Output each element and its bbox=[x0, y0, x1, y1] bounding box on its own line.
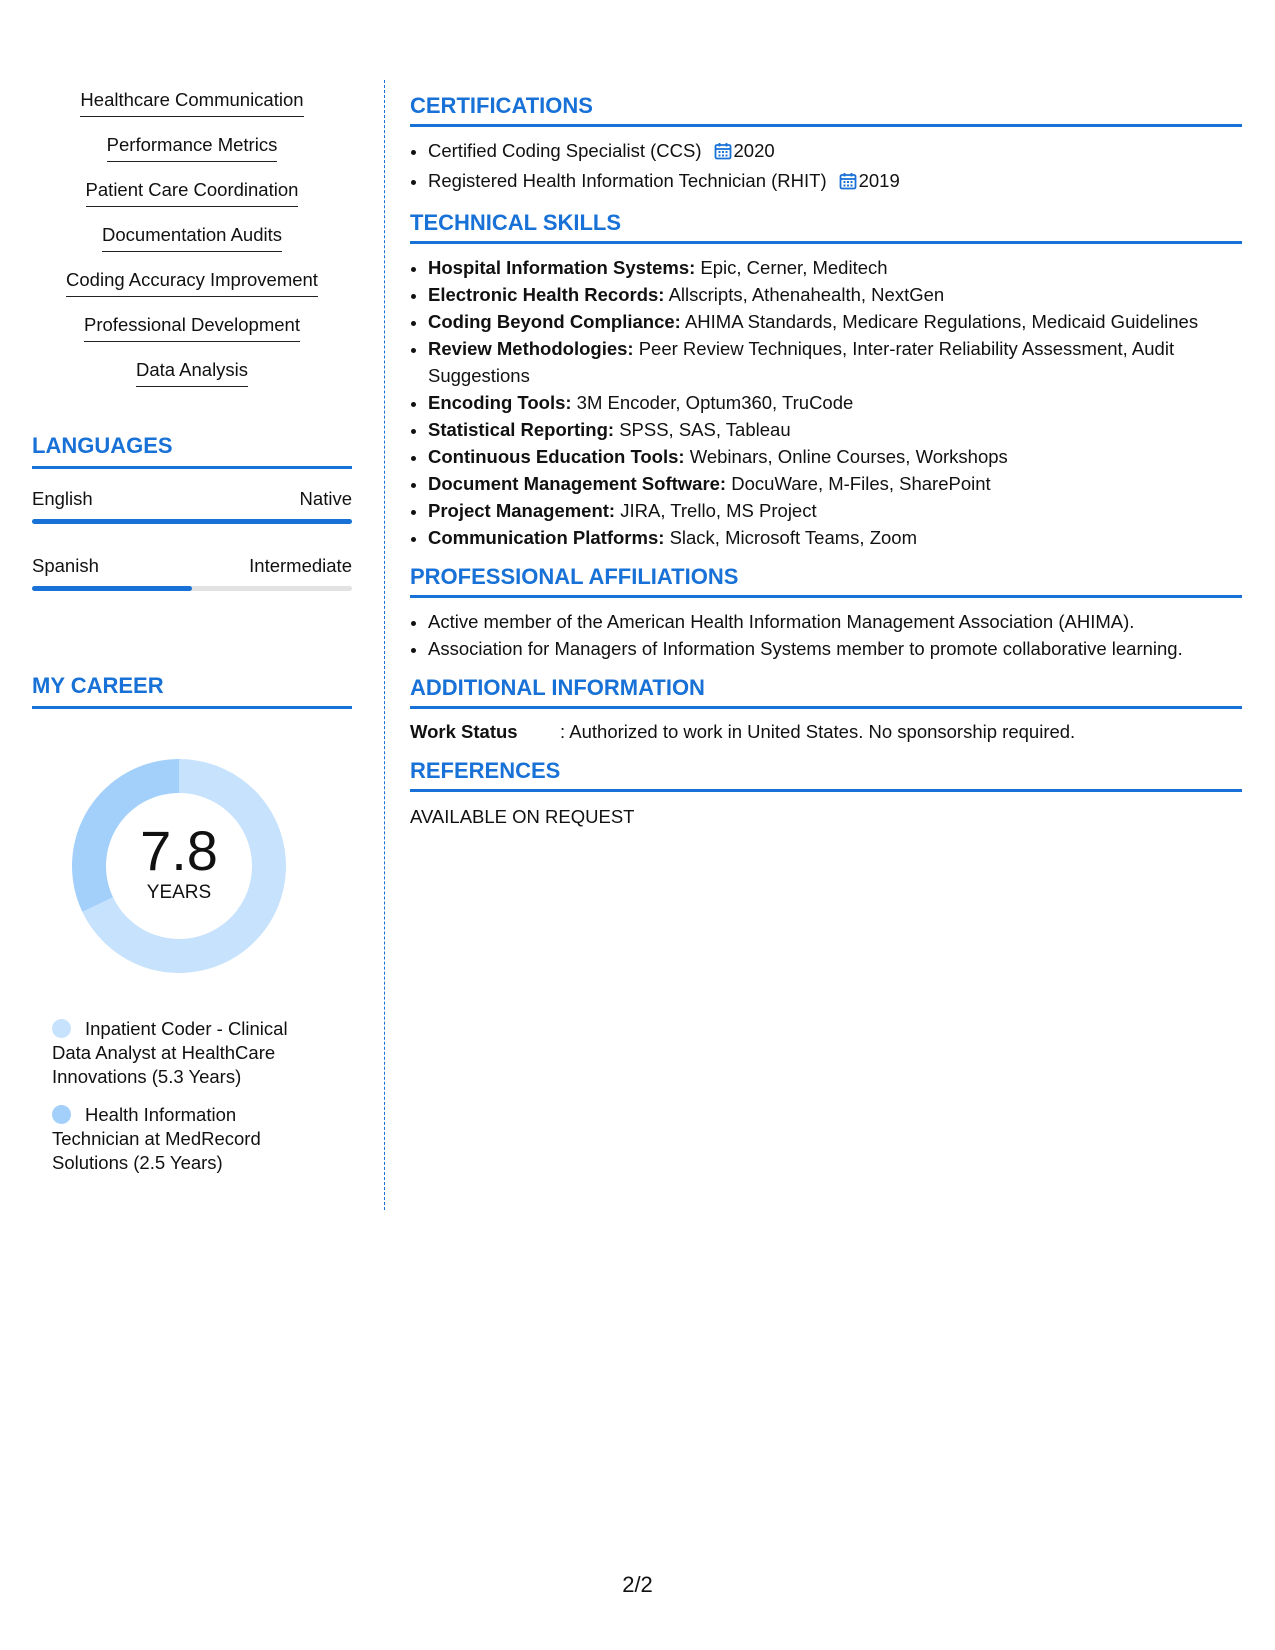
column-divider bbox=[384, 80, 385, 1210]
languages-heading: LANGUAGES bbox=[32, 432, 352, 469]
technical-skill-name: Document Management Software: bbox=[428, 473, 727, 494]
legend-dot-icon bbox=[52, 1105, 71, 1124]
technical-skill-name: Communication Platforms: bbox=[428, 527, 665, 548]
certifications-section bbox=[410, 92, 1242, 197]
technical-skill-item bbox=[428, 443, 1242, 470]
technical-skill-value: JIRA, Trello, MS Project bbox=[620, 500, 817, 521]
affiliations-section bbox=[410, 563, 1242, 662]
certification-item bbox=[428, 137, 1242, 167]
languages-section bbox=[32, 432, 352, 591]
skill-tag-item bbox=[32, 260, 352, 305]
technical-skills-section bbox=[410, 209, 1242, 551]
skill-tag: Data Analysis bbox=[136, 350, 248, 387]
technical-skills-heading: TECHNICAL SKILLS bbox=[410, 209, 1242, 244]
legend-dot-icon bbox=[52, 1019, 71, 1038]
affiliations-list bbox=[410, 608, 1242, 662]
career-legend-label: Inpatient Coder - Clinical Data Analyst at HealthCare Innovations (5.3 Years) bbox=[52, 1018, 288, 1087]
technical-skill-value: Peer Review Techniques, Inter-rater Reliability Assessment, Audit Suggestions bbox=[428, 338, 1175, 386]
career-total-years: 7.8 bbox=[140, 819, 218, 882]
skill-tag-item bbox=[32, 305, 352, 350]
technical-skill-name: Project Management: bbox=[428, 500, 616, 521]
technical-skill-value: SPSS, SAS, Tableau bbox=[619, 419, 791, 440]
language-name: Spanish bbox=[32, 555, 99, 576]
affiliations-heading: PROFESSIONAL AFFILIATIONS bbox=[410, 563, 1242, 598]
certification-year: 2019 bbox=[858, 170, 900, 191]
career-donut-chart bbox=[64, 751, 294, 981]
certifications-heading: CERTIFICATIONS bbox=[410, 92, 1242, 127]
certification-name: Registered Health Information Technician (RHIT) bbox=[428, 170, 827, 191]
technical-skill-value: Slack, Microsoft Teams, Zoom bbox=[669, 527, 917, 548]
technical-skill-value: DocuWare, M-Files, SharePoint bbox=[731, 473, 991, 494]
technical-skill-name: Statistical Reporting: bbox=[428, 419, 615, 440]
calendar-icon bbox=[839, 170, 857, 197]
technical-skill-name: Review Methodologies: bbox=[428, 338, 634, 359]
skill-tag-item bbox=[32, 350, 352, 395]
technical-skill-name: Electronic Health Records: bbox=[428, 284, 665, 305]
technical-skill-item bbox=[428, 335, 1242, 389]
work-status-label: Work Status bbox=[410, 721, 518, 742]
language-level: Intermediate bbox=[249, 555, 352, 576]
calendar-icon bbox=[714, 140, 732, 167]
language-english bbox=[32, 487, 352, 524]
language-name: English bbox=[32, 488, 93, 509]
references-section bbox=[410, 757, 1242, 830]
skill-tag-item bbox=[32, 125, 352, 170]
technical-skill-name: Continuous Education Tools: bbox=[428, 446, 685, 467]
technical-skill-value: AHIMA Standards, Medicare Regulations, Medicaid Guidelines bbox=[684, 311, 1199, 332]
technical-skill-name: Encoding Tools: bbox=[428, 392, 572, 413]
work-status-row bbox=[410, 719, 1242, 745]
skill-tag: Professional Development bbox=[84, 305, 300, 342]
career-legend-item bbox=[52, 1103, 312, 1175]
work-status-value: : Authorized to work in United States. No sponsorship required. bbox=[560, 721, 1076, 742]
skill-tags bbox=[32, 80, 352, 395]
technical-skill-name: Coding Beyond Compliance: bbox=[428, 311, 681, 332]
certification-year: 2020 bbox=[733, 140, 775, 161]
right-column bbox=[410, 92, 1242, 842]
certification-item bbox=[428, 167, 1242, 197]
skill-tag-item bbox=[32, 170, 352, 215]
language-bar-fill bbox=[32, 586, 192, 591]
additional-info-heading: ADDITIONAL INFORMATION bbox=[410, 674, 1242, 709]
skill-tag: Performance Metrics bbox=[107, 125, 278, 162]
additional-info-section bbox=[410, 674, 1242, 745]
language-spanish bbox=[32, 554, 352, 591]
references-heading: REFERENCES bbox=[410, 757, 1242, 792]
technical-skill-value: Allscripts, Athenahealth, NextGen bbox=[668, 284, 945, 305]
career-legend-item bbox=[52, 1017, 312, 1089]
language-bar bbox=[32, 519, 352, 524]
technical-skill-item bbox=[428, 497, 1242, 524]
left-column bbox=[32, 80, 352, 1173]
page-number: 2/2 bbox=[622, 1572, 653, 1597]
technical-skill-item bbox=[428, 524, 1242, 551]
career-legend bbox=[52, 1017, 312, 1175]
technical-skill-item bbox=[428, 389, 1242, 416]
language-bar bbox=[32, 586, 352, 591]
skill-tag: Coding Accuracy Improvement bbox=[66, 260, 318, 297]
technical-skill-item bbox=[428, 281, 1242, 308]
technical-skills-list bbox=[410, 254, 1242, 551]
language-level: Native bbox=[299, 488, 352, 509]
career-legend-label: Health Information Technician at MedRecord Solutions (2.5 Years) bbox=[52, 1104, 261, 1173]
technical-skill-value: Epic, Cerner, Meditech bbox=[700, 257, 888, 278]
technical-skill-value: Webinars, Online Courses, Workshops bbox=[689, 446, 1008, 467]
skill-tag-item bbox=[32, 80, 352, 125]
technical-skill-name: Hospital Information Systems: bbox=[428, 257, 696, 278]
skill-tag: Documentation Audits bbox=[102, 215, 282, 252]
technical-skill-value: 3M Encoder, Optum360, TruCode bbox=[576, 392, 854, 413]
career-heading: MY CAREER bbox=[32, 672, 352, 709]
technical-skill-item bbox=[428, 254, 1242, 281]
technical-skill-item bbox=[428, 308, 1242, 335]
affiliation-item: • Association for Managers of Information Systems member to promote collaborative learning. bbox=[428, 635, 1242, 662]
career-section bbox=[32, 672, 352, 1189]
technical-skill-item bbox=[428, 416, 1242, 443]
technical-skill-item bbox=[428, 470, 1242, 497]
skill-tag: Healthcare Communication bbox=[80, 80, 303, 117]
career-total-unit: YEARS bbox=[146, 882, 212, 903]
skill-tag: Patient Care Coordination bbox=[86, 170, 299, 207]
language-bar-fill bbox=[32, 519, 352, 524]
affiliation-item: • Active member of the American Health Information Management Association (AHIMA). bbox=[428, 608, 1242, 635]
skill-tag-item bbox=[32, 215, 352, 260]
donut-center bbox=[64, 821, 294, 905]
certifications-list bbox=[410, 137, 1242, 197]
references-text: AVAILABLE ON REQUEST bbox=[410, 806, 635, 827]
certification-name: Certified Coding Specialist (CCS) bbox=[428, 140, 702, 161]
